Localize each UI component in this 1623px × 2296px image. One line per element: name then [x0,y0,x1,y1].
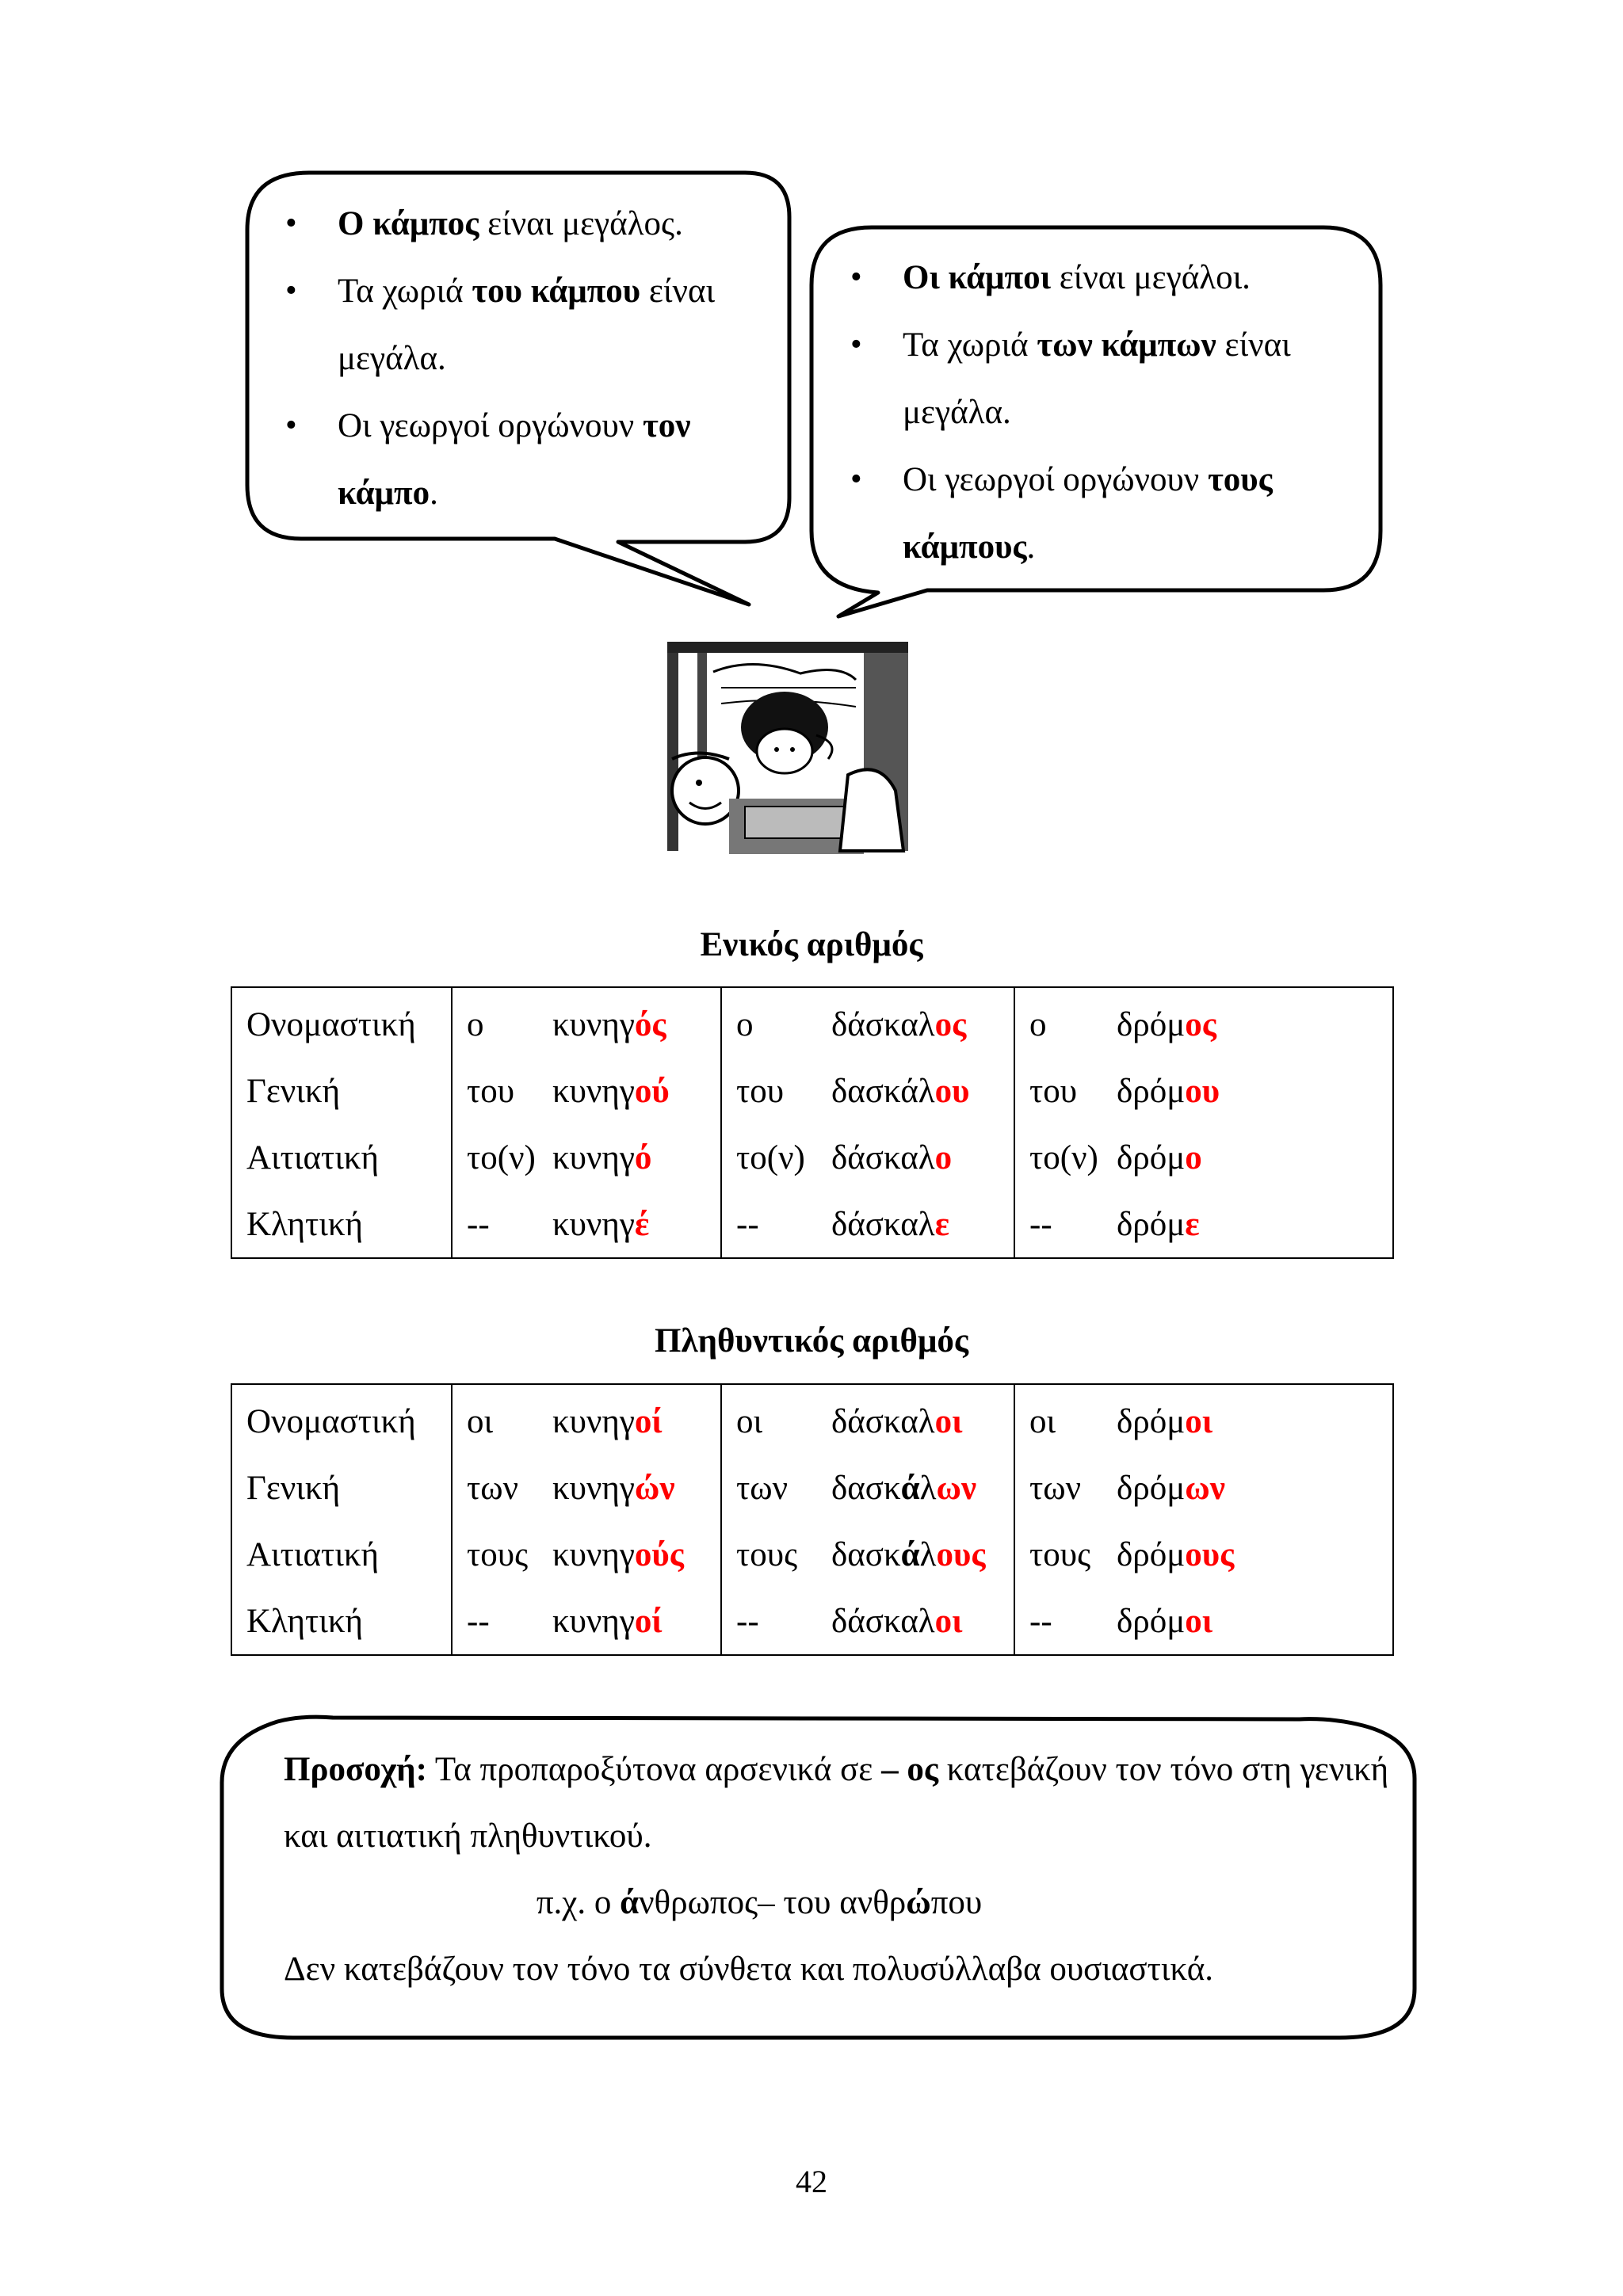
note-text [284,1737,1393,2003]
noun-stem: κυνηγ [552,1072,635,1110]
text-run: είναι μεγάλος. [479,205,683,242]
case-name: Ονομαστική [231,987,452,1058]
noun-ending: ων [1185,1469,1225,1507]
stressed-vowel: ά [900,1535,920,1573]
noun-form [552,1058,721,1124]
article: -- [452,1588,552,1655]
article: τους [1014,1521,1117,1588]
article: του [721,1058,831,1124]
noun-form [552,1384,721,1455]
note-example [284,1870,1393,1936]
noun-ending: οι [1185,1602,1213,1640]
noun-form [1117,1124,1393,1191]
article: οι [721,1384,831,1455]
article: τους [721,1521,831,1588]
noun-form [831,1588,1014,1655]
table-row [231,1588,1393,1655]
plural-title: Πληθυντικός αριθμός [655,1322,968,1360]
article: -- [1014,1191,1117,1258]
article: τους [452,1521,552,1588]
text-run: είναι μεγάλα. [903,326,1291,431]
stressed-letter: ώ [906,1884,931,1921]
left-bubble-item [285,190,761,257]
noun-ending: ων [936,1469,977,1507]
article: οι [452,1384,552,1455]
noun-form [831,987,1014,1058]
example-text: που [930,1884,983,1921]
text-run: είναι μεγάλα. [338,273,716,377]
noun-form [831,1384,1014,1455]
noun-form [552,1588,721,1655]
note-exception: Δεν κατεβάζουν τον τόνο τα σύνθετα και πολυσύλλαβα ουσιαστικά. [284,1951,1214,1988]
noun-form [1117,1588,1393,1655]
article: του [452,1058,552,1124]
article: το(ν) [721,1124,831,1191]
noun-form [552,1191,721,1258]
table-row [231,1058,1393,1124]
noun-stem: δρόμ [1117,1402,1186,1440]
noun-form [831,1058,1014,1124]
noun-stem: δρόμ [1117,1205,1186,1243]
noun-form [831,1455,1014,1521]
article: -- [452,1191,552,1258]
singular-declension-table [231,986,1394,1259]
article: των [1014,1455,1117,1521]
noun-stem: δάσκαλ [831,1138,935,1177]
noun-stem: κυνηγ [552,1402,635,1440]
bold-phrase: Ο κάμπος [338,205,479,242]
noun-ending: οί [634,1602,663,1640]
case-name: Ονομαστική [231,1384,452,1455]
noun-stem: κυνηγ [552,1005,635,1043]
note-rule [284,1737,1393,1870]
right-bubble-text [850,244,1358,581]
text-run: Τα χωριά [903,326,1037,364]
bold-phrase: του κάμπου [472,273,641,310]
example-text: π.χ. ο [536,1884,621,1921]
noun-ending: οι [1185,1402,1213,1440]
noun-stem: δάσκαλ [831,1205,935,1243]
article: του [1014,1058,1117,1124]
noun-stem: κυνηγ [552,1205,635,1243]
noun-form [1117,987,1393,1058]
bold-phrase: των κάμπων [1037,326,1216,364]
noun-ending: ο [1185,1138,1202,1177]
case-name: Αιτιατική [231,1124,452,1191]
noun-ending: ος [1185,1005,1216,1043]
text-run: είναι μεγάλοι. [1050,259,1251,296]
noun-stem: δρόμ [1117,1072,1186,1110]
noun-stem: κυνηγ [552,1535,635,1573]
noun-form [831,1124,1014,1191]
noun-stem: δάσκαλ [831,1402,935,1440]
note-rule-part2: κατεβάζουν τον τόνο στη γενική και αιτιατική πληθυντικού. [284,1751,1389,1855]
bold-phrase: τους κάμπους [903,461,1273,566]
noun-ending: ος [934,1005,967,1043]
article: ο [452,987,552,1058]
bold-phrase: Οι κάμποι [903,259,1051,296]
noun-stem: κυνηγ [552,1138,635,1177]
noun-stem: δρόμ [1117,1469,1186,1507]
noun-ending: ός [634,1005,666,1043]
case-name: Κλητική [231,1191,452,1258]
noun-ending: ου [934,1072,970,1110]
noun-ending: ους [936,1535,986,1573]
table-row [231,1384,1393,1455]
noun-ending: έ [634,1205,650,1243]
note-label: Προσοχή: [284,1751,427,1788]
noun-form [1117,1191,1393,1258]
noun-form [831,1521,1014,1588]
noun-ending: ε [934,1205,950,1243]
noun-ending: ό [634,1138,652,1177]
right-bubble-item [850,446,1358,581]
left-bubble-list [285,190,761,527]
noun-form [831,1191,1014,1258]
case-name: Αιτιατική [231,1521,452,1588]
plural-declension-table [231,1383,1394,1656]
right-bubble-item [850,311,1358,446]
noun-ending: ών [634,1469,675,1507]
page-number: 42 [796,2164,827,2199]
noun-form [1117,1521,1393,1588]
noun-stem: δρόμ [1117,1602,1186,1640]
noun-stem: κυνηγ [552,1469,635,1507]
noun-form [552,1124,721,1191]
article: -- [721,1191,831,1258]
noun-stem: δρόμ [1117,1138,1186,1177]
text-run: Οι γεωργοί οργώνουν [903,461,1208,498]
table-row [231,1521,1393,1588]
table-row [231,1455,1393,1521]
article: ο [1014,987,1117,1058]
note-rule-ending: – ος [881,1751,939,1788]
noun-form [1117,1058,1393,1124]
table-row [231,987,1393,1058]
noun-ending: ου [1185,1072,1220,1110]
cartoon-illustration [666,640,910,859]
noun-ending: οί [634,1402,663,1440]
left-bubble-item [285,257,761,392]
noun-ending: ους [1185,1535,1235,1573]
case-name: Γενική [231,1058,452,1124]
noun-ending: οι [934,1402,963,1440]
noun-stem: δασκ [831,1535,901,1573]
right-bubble-list [850,244,1358,581]
article: των [721,1455,831,1521]
noun-stem-rest: λ [919,1469,937,1507]
noun-stem: δάσκαλ [831,1602,935,1640]
noun-stem-rest: λ [919,1535,937,1573]
left-bubble-text [285,190,761,527]
article: οι [1014,1384,1117,1455]
article: το(ν) [1014,1124,1117,1191]
noun-form [1117,1455,1393,1521]
article: των [452,1455,552,1521]
text-run: . [430,475,438,512]
case-name: Γενική [231,1455,452,1521]
noun-form [552,987,721,1058]
noun-ending: ούς [634,1535,684,1573]
text-run: . [1026,528,1036,566]
noun-form [1117,1384,1393,1455]
noun-form [552,1455,721,1521]
stressed-letter: ά [620,1884,640,1921]
noun-stem: δρόμ [1117,1535,1186,1573]
noun-ending: ο [934,1138,953,1177]
noun-stem: δρόμ [1117,1005,1186,1043]
noun-stem: δάσκαλ [831,1005,935,1043]
right-bubble-item [850,244,1358,311]
note-rule-part1: Τα προπαροξύτονα αρσενικά σε [426,1751,882,1788]
table-row [231,1124,1393,1191]
text-run: Τα χωριά [338,273,472,310]
noun-ending: οι [934,1602,963,1640]
stressed-vowel: ά [900,1469,920,1507]
article: ο [721,987,831,1058]
article: -- [1014,1588,1117,1655]
singular-title: Ενικός αριθμός [700,926,923,963]
noun-form [552,1521,721,1588]
article: το(ν) [452,1124,552,1191]
table-row [231,1191,1393,1258]
noun-stem: κυνηγ [552,1602,635,1640]
left-bubble-item [285,392,761,527]
text-run: Οι γεωργοί οργώνουν [338,407,643,444]
bold-phrase: τον κάμπο [338,407,691,512]
noun-ending: ού [634,1072,670,1110]
case-name: Κλητική [231,1588,452,1655]
noun-stem: δασκ [831,1469,901,1507]
article: -- [721,1588,831,1655]
example-text: νθρωπος– του ανθρ [639,1884,907,1921]
noun-ending: ε [1185,1205,1200,1243]
noun-stem: δασκάλ [831,1072,935,1110]
